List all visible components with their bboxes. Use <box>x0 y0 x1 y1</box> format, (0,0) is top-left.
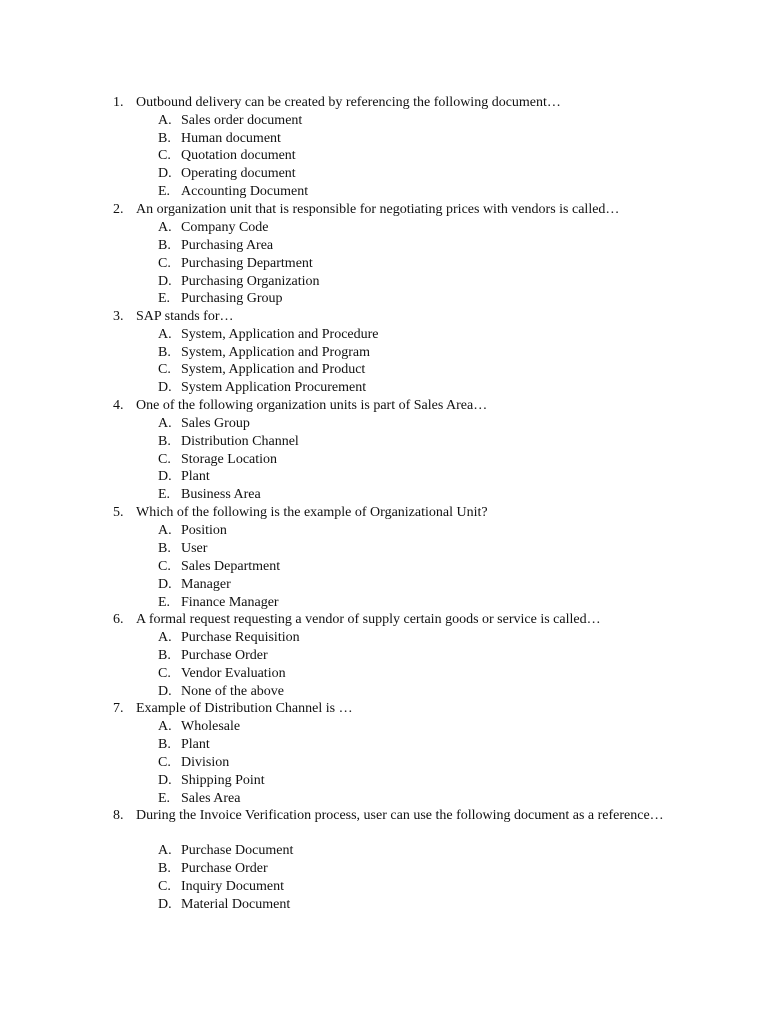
answer-option <box>0 576 768 594</box>
answer-option <box>0 255 768 273</box>
answer-option <box>0 290 768 308</box>
answer-option <box>0 468 768 486</box>
option-letter: C. <box>158 452 171 467</box>
question-text: Which of the following is the example of Organizational Unit? <box>136 505 488 520</box>
answer-option <box>0 629 768 647</box>
question-text: Outbound delivery can be created by referencing the following document… <box>136 95 561 110</box>
option-text: Quotation document <box>181 148 296 163</box>
answer-option <box>0 790 768 808</box>
option-text: Wholesale <box>181 719 241 734</box>
option-letter: B. <box>158 238 171 253</box>
option-text: Inquiry Document <box>181 879 285 894</box>
option-letter: E. <box>158 291 171 306</box>
option-text: Business Area <box>181 487 261 502</box>
answer-option <box>0 147 768 165</box>
answer-option <box>0 540 768 558</box>
answer-option <box>0 451 768 469</box>
question-number: 5. <box>113 505 124 520</box>
option-letter: A. <box>158 220 172 235</box>
answer-option <box>0 665 768 683</box>
option-letter: C. <box>158 362 171 377</box>
option-text: Position <box>181 523 227 538</box>
question-number: 1. <box>113 95 124 110</box>
option-text: Storage Location <box>181 452 278 467</box>
option-letter: D. <box>158 684 172 699</box>
option-text: Accounting Document <box>181 184 309 199</box>
option-text: Vendor Evaluation <box>181 666 286 681</box>
option-text: Purchase Order <box>181 648 268 663</box>
option-letter: B. <box>158 434 171 449</box>
option-letter: A. <box>158 843 172 858</box>
answer-option <box>0 896 768 914</box>
question-number: 2. <box>113 202 124 217</box>
question-text: SAP stands for… <box>136 309 234 324</box>
option-letter: C. <box>158 559 171 574</box>
option-letter: B. <box>158 648 171 663</box>
question-text: One of the following organization units is part of Sales Area… <box>136 398 488 413</box>
option-letter: A. <box>158 113 172 128</box>
option-text: Sales order document <box>181 113 303 128</box>
answer-option <box>0 754 768 772</box>
answer-option <box>0 183 768 201</box>
option-text: System Application Procurement <box>181 380 367 395</box>
option-text: Shipping Point <box>181 773 265 788</box>
question-text: A formal request requesting a vendor of supply certain goods or service is called… <box>136 612 601 627</box>
option-text: Purchase Order <box>181 861 268 876</box>
option-letter: B. <box>158 541 171 556</box>
question-number: 6. <box>113 612 124 627</box>
option-letter: D. <box>158 469 172 484</box>
answer-option <box>0 860 768 878</box>
question-number: 4. <box>113 398 124 413</box>
option-letter: E. <box>158 791 171 806</box>
option-letter: B. <box>158 345 171 360</box>
option-text: Purchase Document <box>181 843 294 858</box>
option-letter: C. <box>158 256 171 271</box>
answer-option <box>0 433 768 451</box>
option-text: Purchasing Area <box>181 238 274 253</box>
option-letter: A. <box>158 523 172 538</box>
answer-option <box>0 647 768 665</box>
question-text: Example of Distribution Channel is … <box>136 701 353 716</box>
option-text: Purchasing Group <box>181 291 283 306</box>
option-text: Plant <box>181 469 210 484</box>
answer-option <box>0 558 768 576</box>
answer-option <box>0 237 768 255</box>
option-text: System, Application and Procedure <box>181 327 379 342</box>
answer-option <box>0 112 768 130</box>
option-letter: A. <box>158 327 172 342</box>
question-number: 7. <box>113 701 124 716</box>
option-letter: C. <box>158 755 171 770</box>
option-text: Sales Department <box>181 559 281 574</box>
option-letter: D. <box>158 773 172 788</box>
option-letter: C. <box>158 879 171 894</box>
answer-option <box>0 683 768 701</box>
option-text: None of the above <box>181 684 285 699</box>
option-letter: D. <box>158 577 172 592</box>
answer-option <box>0 344 768 362</box>
option-text: Manager <box>181 577 231 592</box>
option-text: Distribution Channel <box>181 434 299 449</box>
answer-option <box>0 273 768 291</box>
option-letter: A. <box>158 719 172 734</box>
option-letter: C. <box>158 666 171 681</box>
option-letter: D. <box>158 166 172 181</box>
option-text: Human document <box>181 131 281 146</box>
answer-option <box>0 165 768 183</box>
option-text: Division <box>181 755 230 770</box>
option-text: Material Document <box>181 897 291 912</box>
option-text: Purchase Requisition <box>181 630 300 645</box>
option-letter: C. <box>158 148 171 163</box>
option-letter: A. <box>158 416 172 431</box>
question-number: 8. <box>113 808 124 823</box>
option-letter: D. <box>158 380 172 395</box>
answer-option <box>0 522 768 540</box>
option-text: Purchasing Organization <box>181 274 320 289</box>
answer-option <box>0 379 768 397</box>
answer-option <box>0 130 768 148</box>
answer-option <box>0 736 768 754</box>
option-letter: E. <box>158 184 171 199</box>
answer-option <box>0 842 768 860</box>
question-text: An organization unit that is responsible for negotiating prices with vendors is called… <box>136 202 620 217</box>
option-text: Purchasing Department <box>181 256 313 271</box>
option-text: Sales Group <box>181 416 250 431</box>
option-text: Finance Manager <box>181 595 279 610</box>
option-text: Operating document <box>181 166 296 181</box>
option-letter: D. <box>158 897 172 912</box>
option-text: System, Application and Program <box>181 345 370 360</box>
answer-option <box>0 361 768 379</box>
option-text: System, Application and Product <box>181 362 366 377</box>
option-letter: B. <box>158 737 171 752</box>
option-letter: E. <box>158 487 171 502</box>
question-number: 3. <box>113 309 124 324</box>
answer-option <box>0 772 768 790</box>
answer-option <box>0 326 768 344</box>
option-text: Company Code <box>181 220 269 235</box>
answer-option <box>0 415 768 433</box>
answer-option <box>0 219 768 237</box>
answer-option <box>0 878 768 896</box>
answer-option <box>0 594 768 612</box>
option-letter: D. <box>158 274 172 289</box>
answer-option <box>0 718 768 736</box>
option-letter: A. <box>158 630 172 645</box>
question-text: During the Invoice Verification process, user can use the following document as a reference… <box>136 808 664 823</box>
option-letter: E. <box>158 595 171 610</box>
option-text: Sales Area <box>181 791 241 806</box>
option-text: User <box>181 541 208 556</box>
option-letter: B. <box>158 861 171 876</box>
option-letter: B. <box>158 131 171 146</box>
answer-option <box>0 486 768 504</box>
option-text: Plant <box>181 737 210 752</box>
